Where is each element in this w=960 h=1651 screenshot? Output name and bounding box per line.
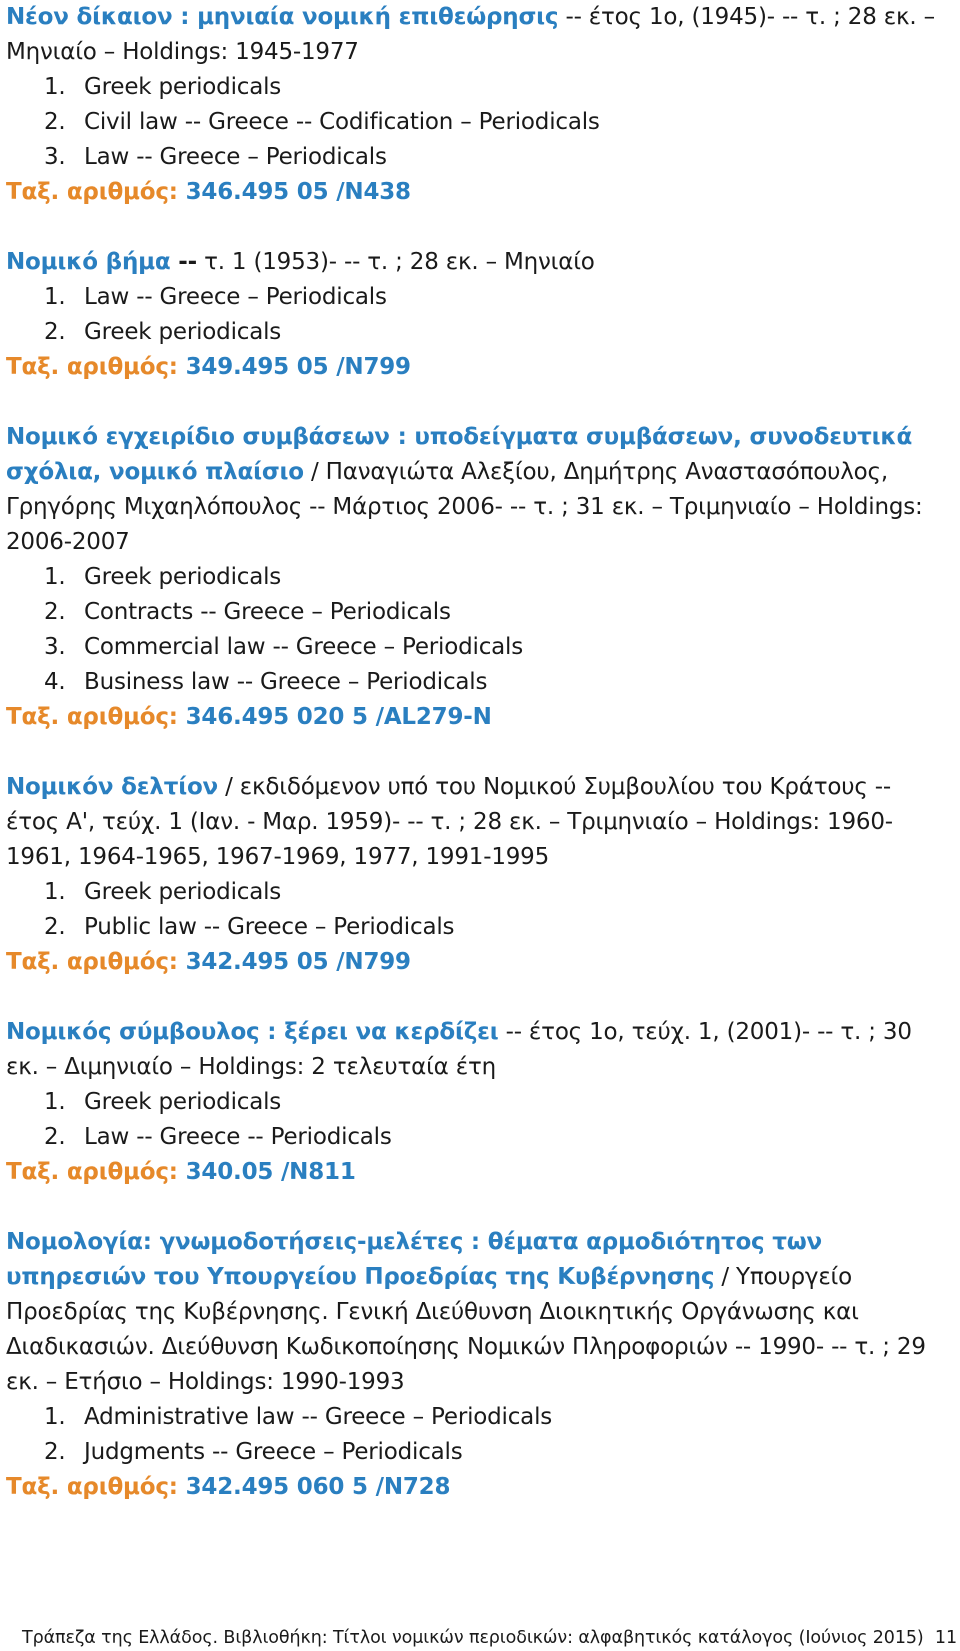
entry-title: Νομικόν δελτίον [6,774,219,800]
subject-text: Greek periodicals [84,319,282,345]
subject-text: Civil law -- Greece -- Codification – Periodicals [84,109,600,135]
page-footer [22,1627,957,1649]
call-number-label: Ταξ. αριθμός: [6,949,178,975]
entry-details: / εκδιδόμενον υπό του Νομικού Συμβουλίου του Κράτους -- έτος Α', τεύχ. 1 (Ιαν. - Μαρ. 1959)- -- τ. ; 28 εκ. – Τριμηνιαίο – Holdings: 1960-1961, 1964-1965, 1967-1969, 1977, 1991-1995 [6,774,893,870]
call-number-value: 349.495 05 /Ν799 [177,354,411,380]
subject-item: 1. Greek periodicals [44,74,282,100]
subject-text: Law -- Greece – Periodicals [84,144,387,170]
subject-item: 3. Commercial law -- Greece – Periodicals [44,634,524,660]
subject-text: Contracts -- Greece – Periodicals [84,599,451,625]
subject-text: Commercial law -- Greece – Periodicals [84,634,524,660]
subject-text: Administrative law -- Greece – Periodicals [84,1404,553,1430]
call-number [6,700,951,735]
entry-details: / Παναγιώτα Αλεξίου, Δημήτρης Αναστασόπουλος, Γρηγόρης Μιχαηλόπουλος -- Μάρτιος 2006- -- τ. ; 31 εκ. – Τριμηνιαίο – Holdings: 2006-2007 [6,459,923,555]
call-number-value: 342.495 05 /Ν799 [177,949,411,975]
call-number-label: Ταξ. αριθμός: [6,1474,178,1500]
call-number-label: Ταξ. αριθμός: [6,354,178,380]
subject-list [6,280,951,350]
subject-text: Public law -- Greece – Periodicals [84,914,455,940]
entry-description [6,420,951,560]
subject-text: Business law -- Greece – Periodicals [84,669,488,695]
subject-list [6,1400,951,1470]
subject-text: Law -- Greece -- Periodicals [84,1124,392,1150]
subject-text: Law -- Greece – Periodicals [84,284,387,310]
subject-item: 1. Greek periodicals [44,564,282,590]
footer-text: Τράπεζα της Ελλάδος. Βιβλιοθήκη: Τίτλοι νομικών περιοδικών: αλφαβητικός κατάλογος (Ιούνιος 2015) [22,1628,924,1648]
subject-item: 1. Greek periodicals [44,879,282,905]
call-number [6,175,951,210]
catalog-entry [6,1015,951,1190]
entry-details: -- έτος 1ο, (1945)- -- τ. ; 28 εκ. – Μηνιαίο – Holdings: 1945-1977 [6,4,935,65]
entry-description [6,770,951,875]
subject-text: Greek periodicals [84,879,282,905]
subject-item: 2. Greek periodicals [44,319,282,345]
catalog-entry [6,770,951,980]
catalog-page [6,0,951,1540]
call-number-label: Ταξ. αριθμός: [6,1159,178,1185]
subject-item: 2. Law -- Greece -- Periodicals [44,1124,392,1150]
subject-item: 2. Judgments -- Greece – Periodicals [44,1439,463,1465]
entry-title: Νομολογία: γνωμοδοτήσεις-μελέτες : θέματα αρμοδιότητος των υπηρεσιών του Υπουργείου Προεδρίας της Κυβέρνησης [6,1229,823,1290]
call-number-value: 342.495 060 5 /Ν728 [177,1474,451,1500]
entry-title: Νομικό βήμα [6,249,171,275]
call-number-value: 340.05 /Ν811 [177,1159,356,1185]
subject-item: 1. Greek periodicals [44,1089,282,1115]
catalog-entry [6,0,951,210]
entry-details: τ. 1 (1953)- -- τ. ; 28 εκ. – Μηνιαίο [196,249,595,275]
call-number [6,1470,951,1505]
entry-description [6,0,951,70]
call-number-value: 346.495 020 5 /AL279-N [177,704,492,730]
entry-description [6,1225,951,1400]
call-number-label: Ταξ. αριθμός: [6,179,178,205]
call-number [6,350,951,385]
entry-description [6,245,951,280]
page-number: 11 [934,1628,957,1648]
subject-item: 1. Law -- Greece – Periodicals [44,284,387,310]
subject-list [6,875,951,945]
subject-item: 2. Public law -- Greece – Periodicals [44,914,455,940]
subject-list [6,560,951,700]
subject-text: Greek periodicals [84,74,282,100]
catalog-entry [6,1225,951,1505]
subject-item: 2. Contracts -- Greece – Periodicals [44,599,451,625]
entry-details: -- έτος 1ο, τεύχ. 1, (2001)- -- τ. ; 30 εκ. – Διμηνιαίο – Holdings: 2 τελευταία έτη [6,1019,912,1080]
subject-text: Judgments -- Greece – Periodicals [84,1439,463,1465]
subject-list [6,70,951,175]
catalog-entry [6,245,951,385]
entry-details: / Υπουργείο Προεδρίας της Κυβέρνησης. Γενική Διεύθυνση Διοικητικής Οργάνωσης και Διαδικασιών. Διεύθυνση Κωδικοποίησης Νομικών Πληροφοριών -- 1990- -- τ. ; 29 εκ. – Ετήσιο – Holdings: 1990-1993 [6,1264,926,1395]
call-number [6,1155,951,1190]
call-number-value: 346.495 05 /Ν438 [177,179,411,205]
subject-item: 2. Civil law -- Greece -- Codification – Periodicals [44,109,600,135]
subject-item: 3. Law -- Greece – Periodicals [44,144,387,170]
call-number [6,945,951,980]
subject-text: Greek periodicals [84,564,282,590]
subject-list [6,1085,951,1155]
subject-item: 1. Administrative law -- Greece – Periodicals [44,1404,553,1430]
call-number-label: Ταξ. αριθμός: [6,704,178,730]
entry-title: Νέον δίκαιον : μηνιαία νομική επιθεώρησις [6,4,559,30]
subject-item: 4. Business law -- Greece – Periodicals [44,669,488,695]
catalog-entry [6,420,951,735]
entry-title: Νομικό εγχειρίδιο συμβάσεων : υποδείγματα συμβάσεων, συνοδευτικά σχόλια, νομικό πλαίσιο [6,424,913,485]
entry-title-suffix: -- [170,249,197,275]
subject-text: Greek periodicals [84,1089,282,1115]
entry-description [6,1015,951,1085]
entry-title: Νομικός σύμβουλος : ξέρει να κερδίζει [6,1019,499,1045]
